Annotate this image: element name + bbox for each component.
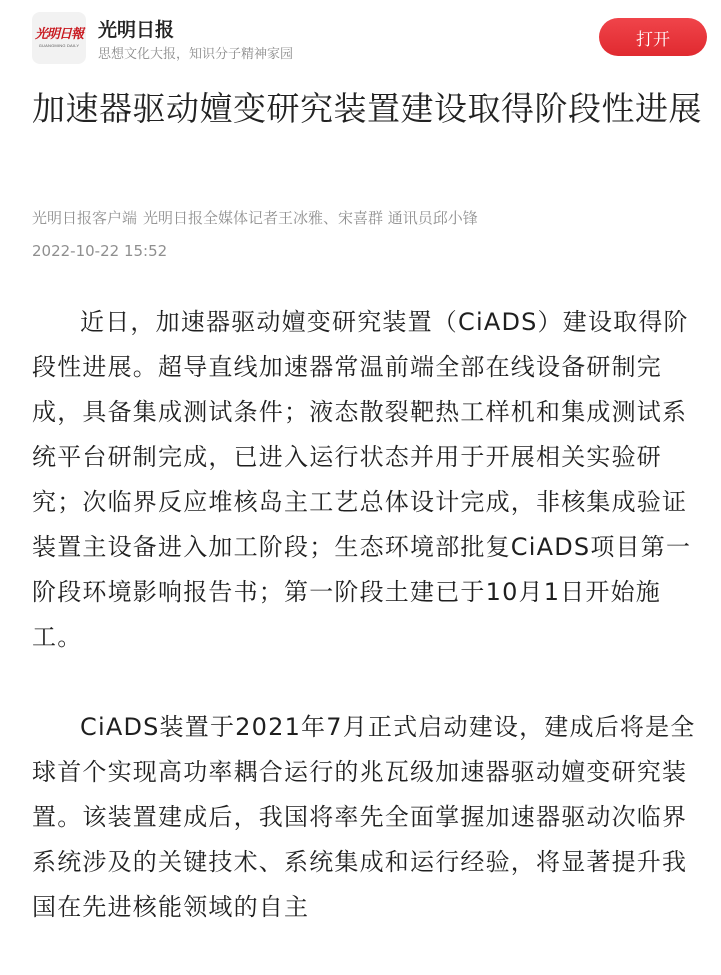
logo-subtext: GUANGMING DAILY (38, 43, 80, 48)
article-paragraph: CiADS装置于2021年7月正式启动建设，建成后将是全球首个实现高功率耦合运行的兆瓦级加速器驱动嬗变研究装置。该装置建成后，我国将率先全面掌握加速器驱动次临界系统涉及的关键技术、系统集成和运行经验，将显著提升我国在先进核能领域的自主 (32, 713, 696, 921)
logo-wordmark: 光明日報 (34, 27, 83, 42)
app-logo[interactable] (32, 12, 86, 64)
app-banner (0, 0, 721, 74)
open-app-button[interactable]: 打开 (599, 18, 707, 56)
app-name: 光明日报 (98, 19, 175, 41)
article-title: 加速器驱动嬗变研究装置建设取得阶段性进展 (32, 89, 702, 128)
article-date: 2022-10-22 15:52 (32, 242, 168, 260)
article-authors: 光明日报全媒体记者王冰雅、宋喜群 通讯员邱小锋 (143, 209, 478, 227)
article-paragraph: 近日，加速器驱动嬗变研究装置（CiADS）建设取得阶段性进展。超导直线加速器常温前端全部在线设备研制完成，具备集成测试条件；液态散裂靶热工样机和集成测试系统平台研制完成，已进入运行状态并用于开展相关实验研究；次临界反应堆核岛主工艺总体设计完成，非核集成验证装置主设备进入加工阶段；生态环境部批复CiADS项目第一阶段环境影响报告书；第一阶段土建已于10月1日开始施工。 (32, 308, 692, 651)
app-slogan: 思想文化大报，知识分子精神家园 (98, 47, 294, 62)
article-body (32, 300, 708, 975)
article-source: 光明日报客户端 (32, 209, 138, 227)
article-byline (32, 207, 484, 228)
